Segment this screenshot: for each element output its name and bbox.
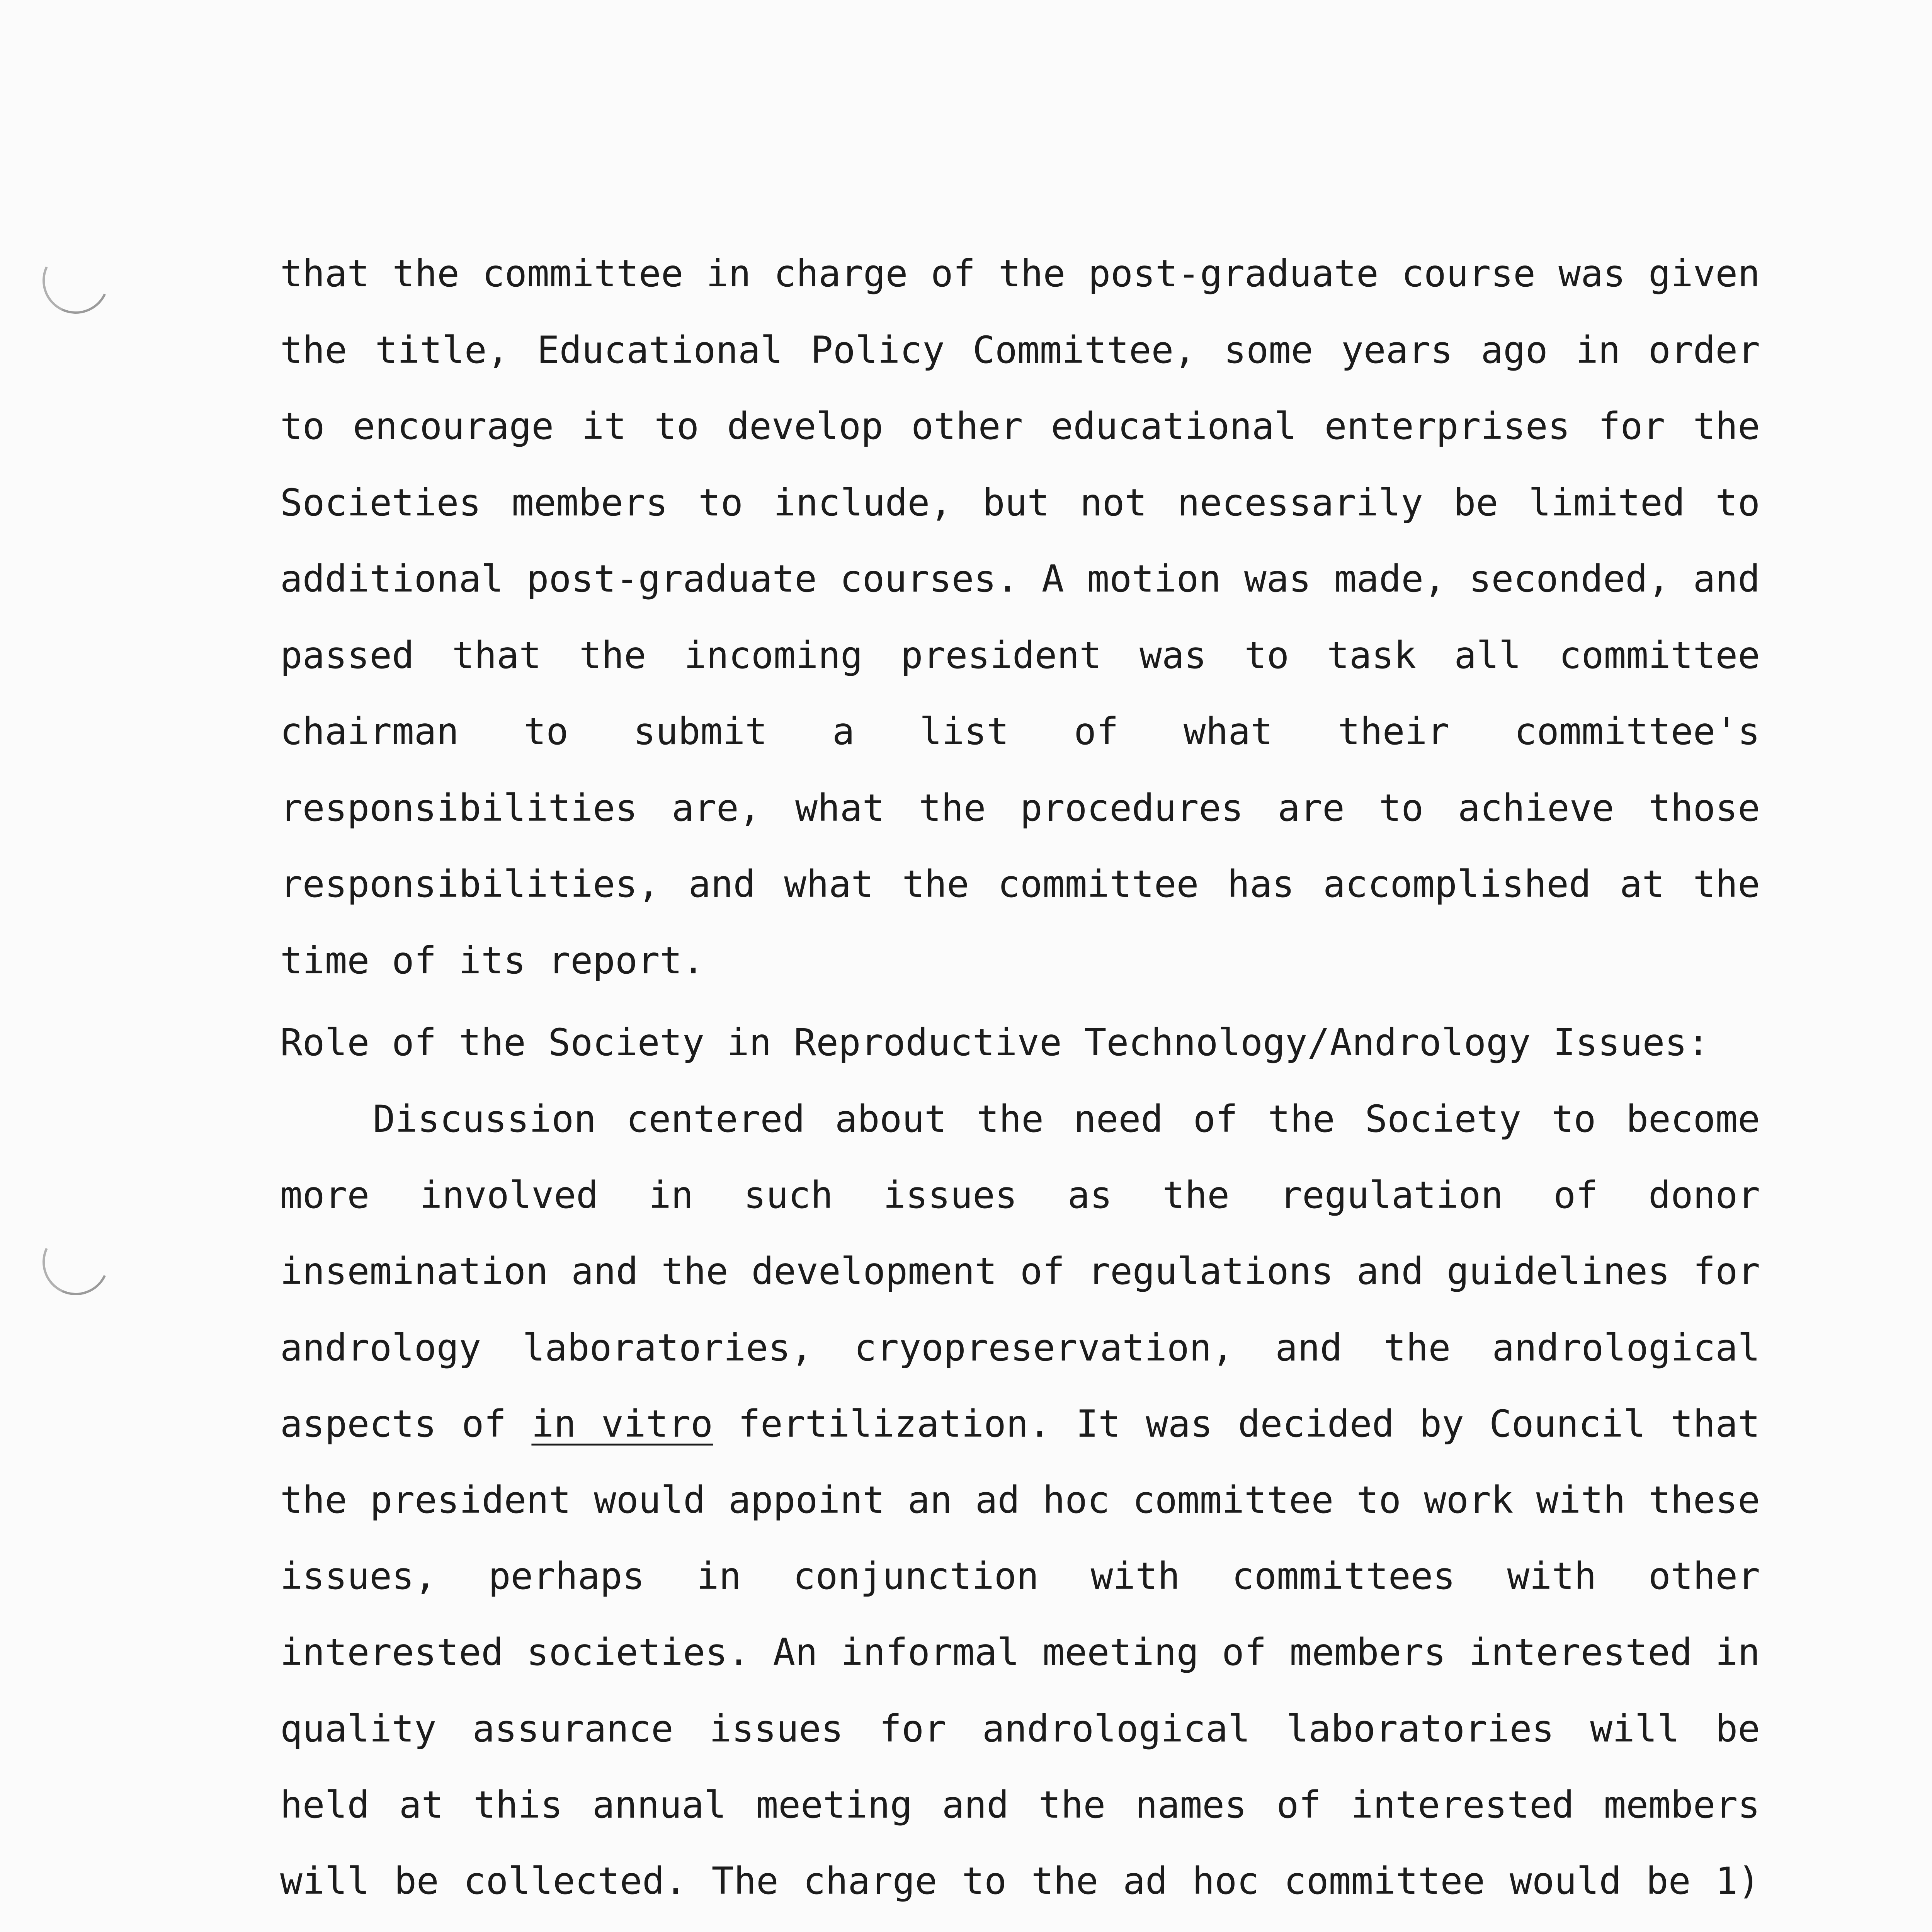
paragraph-2-part-1: Discussion centered about the need of the Society to become more involved in such issues as the regulation of donor insemination and the development of regulations and guidelines for andrology laboratories, cryopreservation, and the andrological aspects of	[280, 1097, 1760, 1446]
binder-hole-middle	[33, 1219, 118, 1304]
paragraph-andrology-discussion	[280, 1081, 1760, 1932]
paragraph-2-part-2: fertilization. It was decided by Council that the president would appoint an ad hoc committee to work with these issues, perhaps in conjunction with committees with other interested societies. An informal meeting of members interested in quality assurance issues for andrological laboratories will be held at this annual meeting and the names of interested members will be collected. The charge to the ad hoc committee would be 1)	[280, 1402, 1760, 1903]
paragraph-committee-responsibilities	[280, 236, 1760, 999]
binder-hole-top	[33, 238, 118, 323]
section-heading-reproductive-technology: Role of the Society in Reproductive Technology/Andrology Issues:	[280, 1021, 1709, 1064]
paragraph-1-text: that the committee in charge of the post-graduate course was given the title, Educational Policy Committee, some years ago in order to encourage it to develop other educational enterprises for the Societies members to include, but not necessarily be limited to additional post-graduate courses. A motion was made, seconded, and passed that the incoming president was to task all committee chairman to submit a list of what their committee's responsibilities are, what the procedures are to achieve those responsibilities, and what the committee has accomplished at the time of its report.	[280, 252, 1760, 982]
underlined-term-in-vitro: in vitro	[531, 1402, 713, 1446]
paragraph-2-text	[280, 1081, 1760, 1932]
